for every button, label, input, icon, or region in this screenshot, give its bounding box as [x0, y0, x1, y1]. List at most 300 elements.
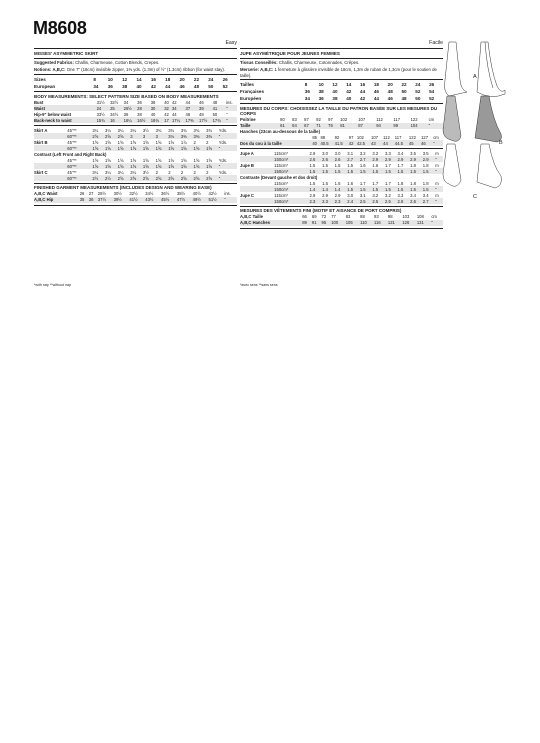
view-c-drawing — [443, 144, 501, 188]
table-cell: 32½ — [110, 99, 119, 105]
table-cell: 1⅝ — [105, 139, 111, 145]
suggested-fabrics — [34, 60, 237, 65]
table-cell: 2⅝ — [130, 175, 143, 181]
table-cell: 1⅝ — [206, 145, 219, 151]
table-cell: 24 — [415, 82, 421, 88]
view-c-label: C — [473, 194, 477, 200]
table-cell: 1.5 — [322, 168, 335, 174]
divider — [34, 205, 237, 206]
table-cell: 2.5 — [360, 198, 373, 204]
table-cell: 52 — [415, 89, 421, 94]
table-cell: 48 — [193, 83, 200, 89]
table-cell: 3¾ — [155, 127, 162, 133]
table-cell: m — [435, 150, 439, 156]
finished-measurements-heading-fr: MESURES DES VÊTEMENTS FINI (MOTIF ET AISANCE DE PORT COMPRIS) — [240, 208, 402, 214]
table-cell: 22 — [401, 82, 407, 88]
table-cell: 2⅝ — [118, 175, 131, 181]
table-cell: 1.4 — [310, 186, 323, 192]
table-cell: 46 — [373, 89, 379, 94]
table-cell: 1⅝ — [168, 145, 181, 151]
table-cell: 1⅝ — [142, 157, 149, 163]
table-cell: 2.9 — [309, 192, 316, 198]
table-cell: 39½ — [114, 197, 130, 203]
table-cell: 88 — [320, 134, 326, 140]
table-cell: 3⅜ — [206, 133, 219, 139]
table-cell: 2⅝ — [206, 175, 219, 181]
size-table-fr — [240, 82, 443, 102]
table-cell: 52 — [222, 83, 228, 89]
table-cell: " — [435, 198, 443, 204]
table-cell: 1⅝ — [168, 163, 181, 169]
table-cell: 2.5 — [385, 198, 398, 204]
table-cell: m — [435, 192, 439, 198]
table-cell: 36 — [304, 89, 310, 94]
table-cell: 117 — [394, 134, 402, 140]
table-cell: 1.5 — [335, 168, 348, 174]
table-cell: 15¾ — [97, 117, 111, 123]
row-label: European — [34, 83, 56, 89]
table-cell: 26 — [79, 191, 85, 197]
table-cell: 1.5 — [410, 186, 423, 192]
table-cell: 1.8 — [410, 162, 416, 168]
table-row — [34, 175, 237, 181]
table-cell: 108 — [416, 214, 424, 220]
body-measurements-table — [34, 99, 237, 123]
table-cell: 1.5 — [347, 162, 354, 168]
row-label: Hip-9" below waist — [34, 111, 72, 117]
table-cell: 2.9 — [372, 156, 385, 162]
table-cell: 42½ — [208, 191, 217, 197]
row-label: A,B,C Hanches — [240, 220, 302, 226]
table-cell: 3⅛ — [168, 133, 181, 139]
row-label: Poitrine — [240, 117, 256, 123]
view-b-label: B — [499, 140, 503, 146]
table-cell: 77 — [331, 214, 336, 220]
table-cell: 1.5 — [423, 168, 436, 174]
table-cell: 3¼ — [92, 169, 99, 175]
table-cell: " — [226, 117, 237, 123]
table-cell: 122 — [408, 134, 416, 140]
hip-label-fr: Hanches (23cm au-dessous de la taille) — [240, 129, 321, 135]
table-cell: 3.3 — [397, 192, 404, 198]
table-cell: 46 — [387, 95, 393, 101]
table-cell: 48 — [212, 99, 218, 105]
table-cell: 1.5 — [360, 168, 373, 174]
table-cell: 40 — [136, 83, 142, 89]
table-cell: 3.5 — [422, 150, 429, 156]
table-cell: 3.4 — [410, 192, 416, 198]
table-cell: 36 — [137, 99, 142, 105]
table-cell: 66 — [302, 214, 307, 220]
table-cell: 1⅝ — [118, 145, 131, 151]
table-row — [240, 95, 443, 102]
table-cell: 1.8 — [422, 180, 429, 186]
garment-title-fr: JUPE ASYMÉTRIQUE POUR JEUNES FEMMES — [240, 50, 340, 56]
table-cell: 1⅝ — [193, 145, 206, 151]
table-cell: 34 — [172, 105, 186, 111]
table-cell: 2 — [193, 169, 196, 175]
table-cell: 45 — [409, 140, 421, 146]
table-cell: 34½ — [110, 111, 119, 117]
table-cell: 3¼ — [92, 127, 99, 133]
table-cell: 46 — [199, 99, 204, 105]
table-cell: 3¾ — [180, 127, 187, 133]
table-cell: 37 — [186, 105, 200, 111]
table-cell: 2.3 — [335, 198, 348, 204]
table-cell: 2⅝ — [193, 175, 206, 181]
table-cell: 3½ — [142, 127, 149, 133]
table-cell: 1⅝ — [193, 157, 200, 163]
table-cell: Yds. — [218, 157, 228, 163]
table-cell: 1⅝ — [206, 157, 212, 163]
table-cell: 107 — [371, 134, 379, 140]
row-label: Jupe B — [240, 162, 254, 168]
table-cell: 38½ — [176, 191, 186, 197]
table-cell: 3.3 — [384, 150, 391, 156]
table-cell: " — [435, 168, 443, 174]
table-cell: 3.1 — [347, 150, 354, 156]
table-cell: 46 — [185, 111, 191, 117]
row-label: A,B,C Waist — [34, 191, 58, 197]
table-cell: 44 — [383, 140, 395, 146]
row-label: Skirt B — [34, 139, 48, 145]
table-cell: 1⅝ — [181, 163, 194, 169]
table-cell: 1⅝ — [105, 163, 118, 169]
table-cell: 61 — [280, 123, 292, 129]
table-cell: 112 — [383, 134, 390, 140]
table-cell: 40 — [346, 95, 352, 101]
table-cell: 2.9 — [398, 156, 411, 162]
table-cell: 115cm* — [274, 150, 289, 156]
yardage-table — [34, 127, 237, 181]
table-cell: 2.9 — [309, 150, 316, 156]
table-cell: 40 — [312, 140, 320, 146]
table-cell: 39 — [199, 105, 213, 111]
table-cell: 44 — [373, 95, 379, 101]
table-cell: cm — [428, 117, 435, 123]
table-cell: 1⅞ — [180, 139, 187, 145]
table-cell: 16½ — [137, 117, 151, 123]
table-cell: 1⅝ — [206, 163, 219, 169]
table-cell: 1⅝ — [105, 157, 111, 163]
table-cell: 3.0 — [347, 192, 354, 198]
table-cell: 49½ — [193, 197, 209, 203]
table-cell: 2⅝ — [92, 133, 105, 139]
table-cell: 3.5 — [410, 150, 416, 156]
divider — [240, 148, 443, 149]
table-cell: 102 — [356, 134, 364, 140]
table-cell: 34 — [93, 83, 99, 89]
notions-label: Notions: A,B,C: — [34, 67, 66, 73]
table-cell: 2.9 — [322, 192, 328, 198]
table-cell: 116 — [374, 220, 388, 226]
divider — [240, 228, 443, 229]
table-cell: 2 — [180, 169, 184, 175]
group-label: Contraste (Devant gauche et dos droit) — [240, 174, 318, 180]
table-cell: 1.5 — [398, 186, 411, 192]
table-cell: 112 — [376, 117, 383, 123]
table-cell: 46 — [421, 140, 433, 146]
table-cell: 3.0 — [334, 150, 341, 156]
divider — [34, 48, 237, 49]
table-cell: 1⅝ — [130, 163, 143, 169]
table-cell: 42 — [164, 111, 169, 117]
table-cell: 98 — [387, 214, 393, 220]
table-cell: 3⅜ — [193, 133, 206, 139]
table-cell: 3¼ — [130, 127, 137, 133]
view-drawings — [441, 40, 507, 200]
table-cell: 150cm* — [270, 186, 309, 192]
table-cell: 1⅝ — [130, 139, 137, 145]
table-cell: 60"** — [63, 175, 92, 181]
table-cell: 8 — [93, 77, 96, 83]
table-cell: 26 — [429, 82, 435, 88]
table-cell: 50 — [208, 83, 214, 89]
table-cell: 1.5 — [347, 168, 360, 174]
table-cell: 115cm* — [274, 162, 289, 168]
footnote-fr: *avec sens **sans sens — [240, 283, 278, 287]
table-cell: cm — [431, 214, 437, 220]
table-cell: 43½ — [145, 197, 161, 203]
table-cell: 52 — [429, 95, 435, 101]
finished-measurements-table-fr — [240, 214, 443, 226]
table-cell: 3¼ — [105, 169, 111, 175]
table-cell: 2⅝ — [105, 133, 118, 139]
table-cell: 1.8 — [410, 180, 416, 186]
table-cell: 87 — [358, 123, 376, 129]
table-cell: 10 — [318, 82, 324, 88]
table-cell: 16 — [150, 77, 156, 83]
row-label: Taille — [240, 123, 280, 129]
table-cell: 38 — [332, 95, 338, 101]
table-cell: 44 — [185, 99, 191, 105]
table-cell: 50 — [415, 95, 421, 101]
table-cell: " — [224, 197, 237, 203]
table-cell: 41 — [213, 105, 227, 111]
table-cell: 1.4 — [322, 186, 335, 192]
french-column — [240, 40, 443, 230]
row-label: Waist — [34, 105, 97, 111]
table-cell: Yds. — [218, 139, 228, 145]
table-cell: 44.5 — [395, 140, 409, 146]
table-cell: " — [435, 186, 443, 192]
table-cell: 25 — [110, 105, 124, 111]
table-cell: 127 — [421, 134, 429, 140]
table-cell: 89 — [302, 220, 312, 226]
table-cell: 1.7 — [384, 162, 391, 168]
body-measurements-heading-fr: MESURES DU CORPS: CHOISISSEZ LA TAILLE DU PATRON BASÉE SUR LES MESURES DU CORPS — [240, 105, 438, 117]
table-cell: 67 — [304, 123, 316, 129]
table-cell: 2.7 — [360, 156, 373, 162]
table-cell: 3.2 — [384, 192, 391, 198]
table-cell: 2.6 — [322, 156, 335, 162]
table-cell: 1⅝ — [143, 145, 156, 151]
table-cell: ins. — [226, 99, 233, 105]
table-cell: 92 — [316, 117, 321, 123]
table-cell: 2.7 — [423, 198, 436, 204]
table-cell: 17¼ — [172, 117, 186, 123]
table-cell: 17⅜ — [186, 117, 200, 123]
table-cell: " — [219, 175, 237, 181]
table-cell: 2 — [206, 139, 209, 145]
table-cell: 122 — [410, 117, 418, 123]
table-cell: 36 — [123, 111, 129, 117]
table-cell: 40 — [164, 99, 169, 105]
table-cell: 40 — [150, 111, 156, 117]
table-cell: 104 — [411, 123, 429, 129]
table-cell: 16 — [110, 117, 124, 123]
table-cell: 2⅝ — [156, 175, 169, 181]
group-label: Contrast (Left Front and Right Back) — [34, 151, 107, 157]
table-cell: 1⅝ — [118, 163, 131, 169]
table-cell: 1⅝ — [180, 157, 187, 163]
table-cell: 22 — [193, 77, 200, 83]
table-cell: 2.9 — [423, 156, 436, 162]
table-cell: 102 — [340, 117, 348, 123]
table-cell: 41.5 — [335, 140, 349, 146]
table-cell: 26½ — [124, 105, 138, 111]
table-cell: 2⅝ — [168, 175, 181, 181]
table-cell: 2.6 — [310, 156, 323, 162]
table-cell: 3¼ — [117, 169, 124, 175]
table-cell: 2.7 — [347, 156, 360, 162]
notions-label-fr: Mercerie: A,B,C: — [240, 67, 274, 73]
size-table — [34, 77, 237, 90]
table-cell: 24 — [97, 105, 111, 111]
table-cell: 3.2 — [359, 150, 366, 156]
table-cell: 121 — [388, 220, 402, 226]
table-cell: 1⅝ — [155, 139, 162, 145]
table-cell: 48 — [401, 95, 407, 101]
table-cell: 2½ — [105, 175, 118, 181]
table-cell: 2 — [168, 169, 171, 175]
body-measurements-heading: BODY MEASUREMENTS: SELECT PATTERN SIZE BASED ON BODY MEASUREMENTS — [34, 93, 219, 99]
divider — [34, 58, 237, 59]
table-cell: 1.7 — [372, 180, 379, 186]
row-label: Skirt C — [34, 169, 48, 175]
table-cell: 18 — [165, 77, 171, 83]
table-cell: ins. — [224, 191, 231, 197]
table-cell: 1⅝ — [142, 139, 149, 145]
table-cell: 16¾ — [151, 117, 165, 123]
table-cell: 2.3 — [322, 198, 335, 204]
divider — [240, 79, 443, 80]
table-cell: 91 — [312, 220, 322, 226]
table-cell: 1.8 — [422, 162, 429, 168]
table-cell: 2½ — [92, 175, 105, 181]
table-cell: 2⅝ — [143, 175, 156, 181]
table-cell: 45"** — [67, 157, 77, 163]
table-cell: 60"** — [63, 133, 92, 139]
fabrics-label: Suggested Fabrics: — [34, 60, 74, 66]
view-a-label: A — [473, 74, 477, 80]
table-cell: 50 — [401, 89, 407, 94]
table-cell: 51½ — [208, 197, 224, 203]
divider — [240, 206, 443, 207]
table-row — [34, 77, 237, 84]
table-cell: 1.7 — [384, 180, 391, 186]
table-cell: " — [219, 133, 237, 139]
difficulty-label: Easy — [225, 40, 237, 46]
table-cell: 1.6 — [372, 162, 379, 168]
table-cell: 37½ — [98, 197, 114, 203]
table-cell: 1.6 — [334, 180, 341, 186]
table-cell: 150cm* — [270, 168, 309, 174]
table-cell: 64 — [292, 123, 304, 129]
divider — [34, 183, 237, 184]
table-cell: 115cm* — [274, 192, 289, 198]
table-cell: 36 — [318, 95, 324, 101]
table-cell: 1.4 — [335, 186, 348, 192]
table-cell: 3.4 — [422, 192, 429, 198]
table-cell: 60"** — [63, 163, 92, 169]
table-cell: 48 — [199, 111, 204, 117]
table-cell: 40½ — [192, 191, 201, 197]
table-cell: 110 — [360, 220, 374, 226]
table-row — [240, 140, 443, 146]
table-cell: 14 — [346, 82, 352, 88]
row-label: Skirt A — [34, 127, 48, 133]
table-cell: 83 — [345, 214, 351, 220]
table-cell: 100 — [331, 220, 345, 226]
row-label: Européen — [240, 95, 262, 101]
table-cell: 1⅝ — [181, 145, 194, 151]
row-label: Bust — [34, 99, 44, 105]
table-cell: 2⅝ — [118, 133, 131, 139]
row-label: Dos du cou à la taille — [240, 140, 312, 146]
table-cell: 2.6 — [398, 198, 411, 204]
table-cell: 85 — [312, 134, 317, 140]
table-cell: 20 — [387, 82, 393, 88]
table-cell: 28 — [137, 105, 151, 111]
table-cell: 1.5 — [398, 168, 411, 174]
table-cell: 1⅝ — [168, 157, 175, 163]
table-cell: 1⅝ — [130, 145, 143, 151]
table-cell: 42 — [150, 83, 156, 89]
table-cell: 1.5 — [310, 168, 323, 174]
notions-text: One 7" (18cm) invisible zipper, 1⅜ yds. (1.3m) of ½" (1.3cm) ribbon (for waist stay). — [65, 67, 226, 73]
table-cell: 81 — [340, 123, 358, 129]
table-cell: 10 — [107, 77, 113, 83]
table-cell: 40 — [332, 89, 338, 94]
table-cell: 33½ — [96, 111, 105, 117]
table-cell: 3.0 — [322, 150, 328, 156]
table-cell: 115cm* — [274, 180, 289, 186]
table-cell: 45"** — [67, 127, 77, 133]
table-cell: 3 — [130, 133, 143, 139]
view-b-drawing — [443, 96, 502, 142]
difficulty-label-fr: Facile — [429, 40, 443, 46]
table-cell: 45½ — [161, 197, 177, 203]
table-cell: 83 — [292, 117, 297, 123]
table-cell: 1.7 — [359, 180, 366, 186]
table-cell: 3½ — [142, 169, 149, 175]
table-cell: 99 — [393, 123, 410, 129]
table-cell: 44 — [171, 111, 177, 117]
table-cell: 46 — [179, 83, 185, 89]
table-cell: 126 — [402, 220, 416, 226]
table-cell: 3.4 — [397, 150, 404, 156]
table-cell: 1.5 — [309, 162, 316, 168]
table-cell: 1⅝ — [117, 139, 124, 145]
table-cell: 2.9 — [334, 192, 341, 198]
table-row — [34, 197, 237, 203]
table-cell: 150cm* — [270, 198, 309, 204]
table-cell: 3.2 — [372, 150, 379, 156]
table-cell: 107 — [358, 117, 366, 123]
divider — [34, 125, 237, 126]
table-cell: 2 — [155, 169, 158, 175]
